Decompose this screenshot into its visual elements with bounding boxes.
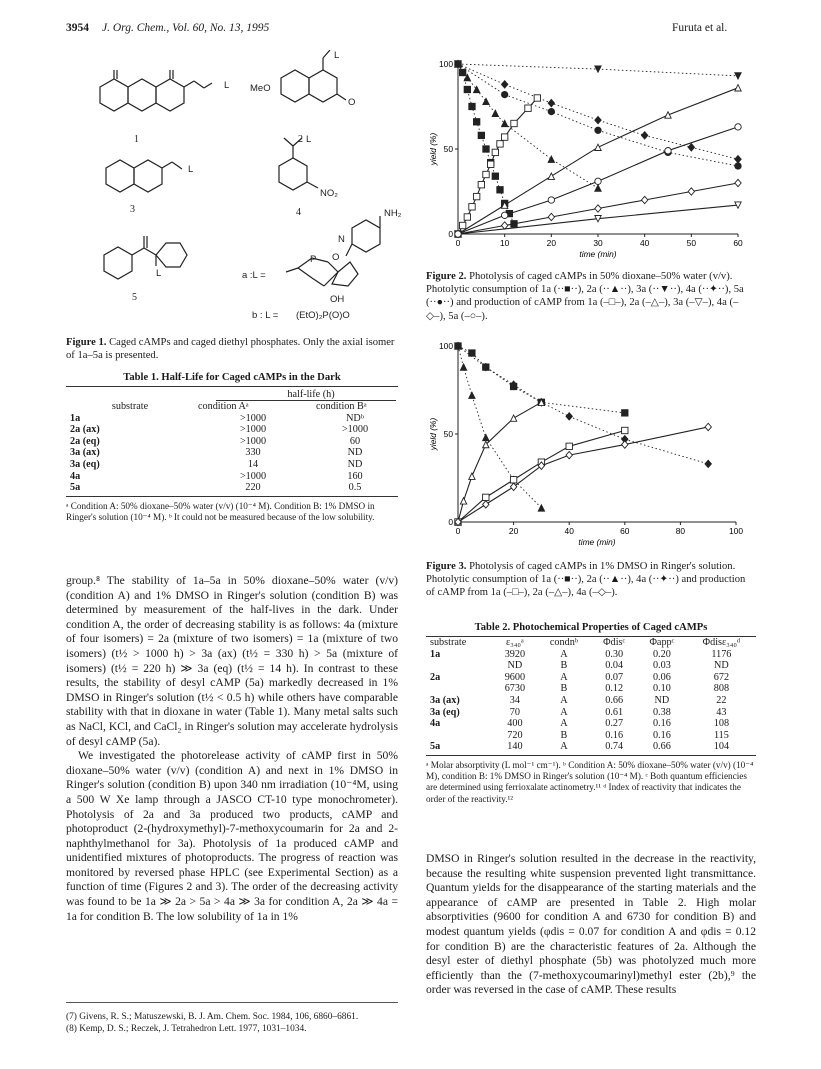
table2-cell: 0.61: [605, 706, 624, 718]
data-point: [464, 86, 470, 92]
x-tick-label: 60: [733, 238, 743, 248]
x-tick-label: 40: [640, 238, 650, 248]
table2-row: [426, 683, 756, 695]
table2-row: [426, 741, 756, 753]
table2-cell: ND: [654, 694, 670, 706]
table2-cell: A: [560, 648, 568, 660]
table2-title: Table 2. Photochemical Properties of Caged cAMPs: [474, 622, 708, 633]
figure2-caption-label: Figure 2.: [426, 271, 467, 282]
data-point: [501, 212, 507, 218]
label-oh: OH: [330, 294, 345, 305]
table1-row: [66, 447, 398, 459]
data-point: [735, 156, 741, 163]
table2-header-cell: Φdisε₃₄₀ᵈ: [702, 637, 741, 648]
data-point: [548, 197, 554, 203]
compound-number-1: 1: [134, 134, 139, 145]
table2-row: [426, 660, 756, 672]
left-body-text: [66, 574, 398, 924]
table2-cell: A: [560, 694, 568, 706]
table2-cell: 0.06: [652, 671, 671, 683]
table1-cell: NDᵇ: [346, 412, 364, 424]
label-group-b: b : L =: [252, 310, 279, 321]
series-line: [458, 346, 541, 508]
x-tick-label: 100: [729, 526, 743, 536]
data-point: [492, 149, 498, 155]
table2-cell: 0.66: [652, 741, 671, 753]
table1-cell: 3a (eq): [70, 458, 100, 470]
table2-cell: [426, 730, 493, 742]
figure3-caption-label: Figure 3.: [426, 561, 467, 572]
table2-cell: 108: [713, 718, 730, 730]
table1-row: [66, 436, 398, 448]
x-tick-label: 50: [686, 238, 696, 248]
figure1-caption: [66, 336, 398, 362]
table2-cell: [426, 660, 493, 672]
y-tick-label: 100: [439, 341, 453, 351]
figure3-caption-text: Photolysis of caged cAMPs in 1% DMSO in Ringer's solution. Photolytic consumption of 1a (··■··), 2a (··▲··), 4a (··✦··) and production of cAMP from 1a (–□–), 2a (–△–), 4a (–◇–).: [426, 561, 746, 599]
data-point: [460, 498, 466, 504]
data-point: [483, 98, 489, 104]
data-point: [548, 99, 554, 106]
data-point: [469, 103, 475, 109]
table2-cell: 2a: [430, 671, 441, 683]
data-point: [566, 451, 572, 458]
table2-cell: 6730: [504, 683, 526, 695]
figure1-caption-label: Figure 1.: [66, 337, 107, 348]
label-no2: NO₂: [320, 188, 338, 199]
x-axis-label: time (min): [579, 249, 617, 259]
data-point: [525, 105, 531, 111]
table1-cell: 0.5: [348, 482, 362, 494]
data-point: [548, 173, 554, 179]
data-point: [478, 132, 484, 138]
table2-header-cell: Φappᶜ: [649, 637, 675, 648]
label-nh2: NH₂: [384, 208, 402, 219]
table2-row: [426, 672, 756, 684]
data-point: [469, 473, 475, 479]
table2-cell: 672: [713, 671, 730, 683]
table2-grid: [426, 637, 756, 753]
journal-citation: J. Org. Chem., Vol. 60, No. 13, 1995: [102, 22, 270, 34]
label-group-b-formula: (EtO)₂P(O)O: [296, 310, 350, 321]
table2-cell: 9600: [504, 671, 526, 683]
table2-cell: 1a: [430, 648, 441, 660]
table2-cell: 0.03: [652, 660, 671, 672]
table1-cell: >1000: [239, 412, 267, 424]
data-point: [595, 178, 601, 184]
table1-cell: >1000: [341, 424, 369, 436]
series-3a-consumption: [455, 61, 741, 79]
data-point: [622, 410, 628, 416]
data-point: [473, 119, 479, 125]
table2-header-cell: substrate: [430, 637, 467, 648]
table2-row: [426, 695, 756, 707]
data-point: [510, 415, 516, 421]
label-o-camp: O: [332, 252, 340, 263]
table1-grid: [66, 401, 398, 494]
table1-cell: ND: [347, 458, 363, 470]
series-line: [458, 64, 598, 188]
table2-row: [426, 718, 756, 730]
label-group-a: a :L =: [242, 270, 266, 281]
table2-cell: A: [560, 741, 568, 753]
series-2a-consumption: [455, 61, 601, 192]
data-point: [595, 127, 601, 133]
data-point: [705, 460, 711, 467]
table1-cell: >1000: [239, 470, 267, 482]
table1-row: [66, 413, 398, 425]
figure3-chart: [420, 336, 756, 556]
x-tick-label: 20: [508, 526, 519, 536]
table2-cell: 4a: [430, 718, 441, 730]
table1-body: [66, 413, 398, 494]
data-point: [595, 144, 601, 150]
table2-cell: 808: [713, 683, 730, 695]
table2-header-cell: ε₃₄₀ᵃ: [506, 637, 524, 648]
table2-cell: B: [560, 683, 568, 695]
table2-cell: 0.10: [652, 683, 671, 695]
y-tick-label: 100: [439, 59, 453, 69]
table2: [426, 622, 756, 805]
table1-cell: >1000: [239, 424, 267, 436]
compound-number-2: 2: [298, 134, 303, 145]
structure-4: [279, 138, 318, 190]
table1-cell: 2a (ax): [70, 424, 100, 436]
table1-header-cell: condition Aᵃ: [198, 401, 249, 412]
table1-header-cell: substrate: [111, 401, 149, 412]
data-point: [501, 91, 507, 97]
left-paragraph-2: We investigated the photorelease activity of cAMP first in 50% dioxane–50% water (v/v) (condition A) and next in 1% DMSO in Ringer's solution (condition B) upon 340 nm irradiation (10⁻⁴M, using a 500 W Xe lamp through a JASCO CT-10 type monochrometer). Photolysis of 2a and 3a produced two products, cAMP and photoproduct (2-(hydroxymethyl)-7-methoxycoumarin for 2a and 2-naphthylmethanol for 3a). Photolysis of 1a produced cAMP and unidentified mixtures of photoproducts. The progress of reaction was monitored by reversed phase HPLC (see Experimental Section) as a function of time (Figures 2 and 3). The order of the decreasing activity was found to be 1a ≫ 2a > 5a > 4a ≫ 3a for condition A, 2a ≫ 4a = 1a for condition B. The low solubility of 1a in 1%: [66, 749, 398, 923]
x-tick-label: 0: [455, 238, 461, 248]
table1-cell: 3a (ax): [70, 447, 100, 459]
series-2a-cAMP: [455, 399, 545, 525]
data-point: [497, 187, 503, 193]
table2-cell: 43: [716, 706, 727, 718]
table2-cell: 34: [509, 694, 520, 706]
structure-1: [100, 70, 212, 111]
table2-cell: 0.74: [605, 741, 624, 753]
footnote-7: (7) Givens, R. S.; Matuszewski, B. J. Am. Chem. Soc. 1984, 106, 6860–6861.: [66, 1012, 359, 1022]
table2-cell: 22: [716, 694, 727, 706]
data-point: [534, 95, 540, 101]
data-point: [548, 213, 554, 220]
data-point: [483, 494, 489, 500]
table2-cell: 0.30: [605, 648, 624, 660]
data-point: [688, 188, 694, 195]
table2-cell: 720: [507, 729, 523, 741]
table1-row: [66, 482, 398, 494]
figure2-caption-text: Photolysis of caged cAMPs in 50% dioxane–50% water (v/v). Photolytic consumption of 1a (··■··), 2a (··▲··), 3a (··▼··), 4a (··✦··), 5a (··●··) and production of cAMP from 1a (–□–), 2a (–△–), 3a (–▽–), 4a (–◇–), 5a (–○–).: [426, 271, 744, 322]
data-point: [595, 116, 601, 123]
table1-cell: ND: [347, 447, 363, 459]
label-l-1: L: [224, 80, 230, 91]
table1-header-row: [66, 401, 398, 413]
table2-cell: [426, 683, 493, 695]
x-axis-label: time (min): [578, 537, 616, 547]
data-point: [455, 61, 461, 67]
table2-row: [426, 649, 756, 661]
x-tick-label: 10: [500, 238, 510, 248]
label-l-5: L: [156, 268, 162, 279]
data-point: [595, 66, 601, 72]
page-number: 3954: [66, 22, 89, 34]
series-4a-cAMP: [455, 423, 712, 525]
series-line: [458, 402, 541, 522]
label-l-2: L: [334, 50, 340, 61]
data-point: [641, 196, 647, 203]
data-point: [595, 205, 601, 212]
table2-header-row: [426, 637, 756, 649]
table2-cell: B: [560, 660, 568, 672]
table1-row: [66, 424, 398, 436]
label-p: P: [310, 254, 317, 265]
table1-row: [66, 471, 398, 483]
data-point: [469, 204, 475, 210]
table1-row: [66, 459, 398, 471]
data-point: [510, 483, 516, 490]
compound-number-5: 5: [132, 292, 137, 303]
data-point: [501, 81, 507, 88]
data-point: [492, 173, 498, 179]
table2-cell: 0.04: [605, 660, 624, 672]
data-point: [459, 222, 465, 228]
structure-5: [104, 236, 187, 279]
series-2a-cAMP: [455, 85, 741, 238]
series-line: [458, 346, 708, 464]
data-point: [665, 148, 671, 154]
table2-cell: A: [560, 706, 568, 718]
series-line: [458, 427, 708, 522]
y-tick-label: 0: [448, 517, 453, 527]
left-paragraph-1: group.⁸ The stability of 1a–5a in 50% dioxane–50% water (v/v) (condition A) and 1% DMSO in Ringer's solution (condition B) was determined by measurement of the half-lives in the dark. Under condition A, the order of decreasing stability is as follows: 4a (mixture of four isomers) = 2a (mixture of two isomers) = 1a (mixture of two isomers) (t½ > 1000 h) > 3a (ax) (t½ = 330 h) > 5a (mixture of isomers) (t½ = 220 h) ≫ 3a (eq) (t½ = 14 h). In contrast to these results, the stability of desyl cAMP (5a) markedly decreased in 1% DMSO in Ringer's solution (t½ < 0.5 h) while others have comparable stability with that in dioxane in water (Table 1). Many metal salts such as NaCl, KCl, and CaCl₂ in Ringer's solution may accelerate hydrolysis of desyl cAMP (5a).: [66, 574, 398, 748]
table2-cell: 0.16: [605, 729, 624, 741]
figure2-chart: [420, 56, 756, 268]
table2-header-cell: condnᵇ: [549, 637, 578, 648]
y-axis-label: yield (%): [428, 417, 438, 451]
table2-note: ᵃ Molar absorptivity (L mol⁻¹ cm⁻¹). ᵇ Condition A: 50% dioxane–50% water (v/v) (10⁻⁴ M), condition B: 1% DMSO in Ringer's solution (10⁻⁴ M). ᶜ Both quantum efficiencies are determined using ferrioxalate actinometry.¹¹ ᵈ Index of reactivity that indicates the order of the reactivity.¹²: [426, 759, 754, 804]
table2-cell: 70: [509, 706, 520, 718]
y-axis-label: yield (%): [428, 132, 438, 166]
running-authors: Furuta et al.: [672, 22, 728, 34]
table1-title: Table 1. Half-Life for Caged cAMPs in the Dark: [123, 372, 341, 383]
table1-cell: 14: [247, 458, 259, 470]
x-tick-label: 80: [675, 526, 686, 536]
table2-cell: 5a: [430, 741, 441, 753]
table2-cell: 0.66: [605, 694, 624, 706]
table2-cell: A: [560, 718, 568, 730]
figure1-caption-text: Caged cAMPs and caged diethyl phosphates. Only the axial isomer of 1a–5a is presented.: [66, 337, 395, 362]
footnotes: [66, 1012, 398, 1035]
table2-cell: 0.20: [652, 648, 671, 660]
table1-cell: 2a (eq): [70, 435, 100, 447]
table2-header-cell: Φdisᶜ: [603, 637, 626, 648]
data-point: [735, 179, 741, 186]
table1-header-cell: condition Bᵃ: [316, 401, 367, 412]
data-point: [483, 501, 489, 508]
data-point: [497, 141, 503, 147]
data-point: [566, 443, 572, 449]
x-tick-label: 60: [620, 526, 630, 536]
table2-cell: ND: [714, 660, 729, 672]
table2-row: [426, 730, 756, 742]
compound-number-4: 4: [296, 207, 301, 218]
axes: [428, 341, 743, 547]
data-point: [469, 350, 475, 356]
data-point: [735, 124, 741, 130]
footnote-8: (8) Kemp, D. S.; Reczek, J. Tetrahedron Lett. 1977, 1031–1034.: [66, 1023, 307, 1034]
table1-cell: 5a: [70, 482, 81, 494]
figure3-caption: [426, 560, 756, 600]
table2-cell: 0.12: [605, 683, 624, 695]
table2-cell: 3920: [504, 648, 526, 660]
x-tick-label: 40: [564, 526, 574, 536]
table1-span-header: half-life (h): [287, 389, 335, 400]
x-tick-label: 30: [593, 238, 603, 248]
data-point: [511, 120, 517, 126]
data-point: [478, 182, 484, 188]
data-point: [548, 156, 554, 162]
structure-3: [106, 160, 182, 192]
data-point: [460, 364, 466, 370]
figure2-caption: [426, 270, 756, 323]
y-tick-label: 0: [448, 229, 453, 239]
data-point: [735, 163, 741, 169]
data-point: [705, 423, 711, 430]
x-tick-label: 0: [455, 526, 461, 536]
table2-cell: 3a (eq): [430, 706, 460, 718]
table2-cell: ND: [507, 660, 523, 672]
figure1-structures: [66, 50, 406, 340]
data-point: [622, 427, 628, 433]
data-point: [735, 85, 741, 91]
series-1a-consumption: [455, 61, 517, 227]
data-point: [473, 193, 479, 199]
table1: [66, 372, 398, 523]
table1-cell: 60: [349, 435, 361, 447]
table1-cell: 330: [245, 447, 261, 459]
table2-body: [426, 649, 756, 753]
label-l-3: L: [188, 164, 194, 175]
table1-note: ᵃ Condition A: 50% dioxane–50% water (v/v) (10⁻⁴ M). Condition B: 1% DMSO in Ringer's solution (10⁻⁴ M). ᵇ It could not be measured because of the low solubility.: [66, 500, 375, 522]
table1-cell: >1000: [239, 435, 267, 447]
table2-cell: 400: [507, 718, 523, 730]
data-point: [510, 477, 516, 483]
data-point: [548, 108, 554, 114]
data-point: [641, 132, 647, 139]
table2-row: [426, 707, 756, 719]
table1-cell: 4a: [70, 470, 81, 482]
label-l-4: L: [306, 134, 312, 145]
table2-cell: B: [560, 729, 568, 741]
label-n: N: [338, 234, 345, 245]
table2-cell: 0.16: [652, 718, 671, 730]
data-point: [566, 413, 572, 420]
table2-cell: 3a (ax): [430, 694, 460, 706]
data-point: [483, 434, 489, 440]
data-point: [483, 171, 489, 177]
data-point: [483, 146, 489, 152]
footnote-rule: [66, 1002, 398, 1003]
table2-cell: 0.16: [652, 729, 671, 741]
data-point: [622, 441, 628, 448]
right-paragraph-1: DMSO in Ringer's solution resulted in the decrease in the reactivity, because the resulting white suspension prevented light transmittance. Quantum yields for the disappearance of the starting materials and the appearance of cAMP are presented in Table 2. High molar absorptivities (9600 for condition A and 6730 for condition B) and modest quantum yields (φdis = 0.07 for condition A and φdis = 0.12 for condition B) are the characteristic features of 2a. Although the desyl ester of diethyl phosphate (5b) was photolyzed much more efficiently than the (7-methoxycoumarinyl)methyl ester (2b),⁹ the order was reversed in the case of cAMP. These results: [426, 852, 756, 997]
label-o-2: O: [348, 97, 356, 108]
table1-cell: 160: [347, 470, 363, 482]
data-point: [538, 505, 544, 511]
table2-cell: 0.07: [605, 671, 624, 683]
data-point: [501, 134, 507, 140]
table2-cell: 115: [713, 729, 729, 741]
structure-camp: [286, 216, 380, 286]
y-tick-label: 50: [443, 429, 453, 439]
table2-cell: A: [560, 671, 568, 683]
data-point: [688, 144, 694, 151]
label-meo: MeO: [250, 83, 271, 94]
table2-cell: 140: [507, 741, 523, 753]
table2-cell: 0.27: [605, 718, 624, 730]
data-point: [595, 185, 601, 191]
data-point: [665, 112, 671, 118]
right-body-text: [426, 852, 756, 998]
data-point: [487, 161, 493, 167]
data-point: [464, 214, 470, 220]
y-tick-label: 50: [443, 144, 453, 154]
data-point: [735, 73, 741, 79]
table2-cell: 0.38: [652, 706, 671, 718]
table1-cell: 1a: [70, 412, 81, 424]
data-point: [501, 222, 507, 229]
table1-cell: 220: [245, 482, 261, 494]
data-point: [455, 231, 461, 237]
table2-cell: 104: [713, 741, 730, 753]
compound-number-3: 3: [130, 204, 135, 215]
data-point: [469, 392, 475, 398]
data-point: [492, 110, 498, 116]
x-tick-label: 20: [546, 238, 556, 248]
table2-cell: 1176: [711, 648, 732, 660]
